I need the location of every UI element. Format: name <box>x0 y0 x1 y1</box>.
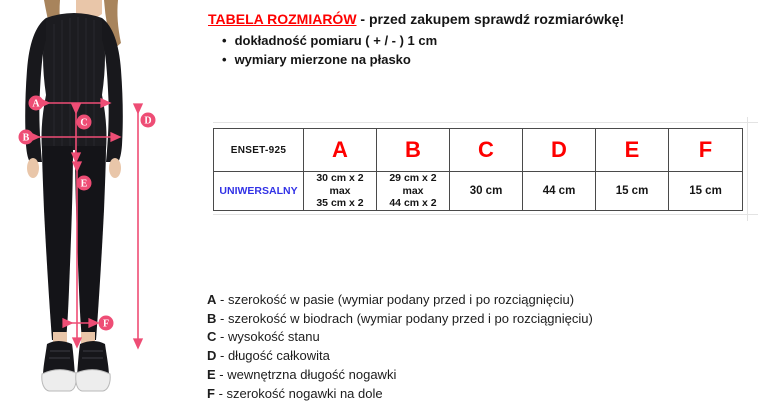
value-cell-a <box>304 172 377 211</box>
model-figure <box>0 0 200 413</box>
legend-separator: - <box>216 292 228 307</box>
legend-separator: - <box>215 366 228 382</box>
size-table-data-row <box>214 172 743 211</box>
faint-gridline-bottom <box>213 214 758 215</box>
page-title-suffix: - przed zakupem sprawdź rozmiarówkę! <box>356 11 625 27</box>
measure-badge-b: B <box>22 132 30 144</box>
value-cell-d: 44 cm <box>523 172 596 211</box>
sneakers <box>42 341 110 391</box>
legend-letter-b: B <box>207 310 217 326</box>
hand-right <box>109 158 121 178</box>
value-b-line1: 29 cm x 2 <box>389 172 437 184</box>
measure-badge-a: A <box>32 98 40 110</box>
column-header-b: B <box>377 129 450 172</box>
legend-item-c <box>207 328 593 347</box>
legend-separator: - <box>216 348 228 364</box>
size-name-cell: UNIWERSALNY <box>214 172 304 211</box>
note-accuracy: • dokładność pomiaru ( + / - ) 1 cm <box>222 31 437 50</box>
size-table <box>213 128 743 211</box>
faint-gridline-right <box>747 117 748 221</box>
legend-item-d <box>207 347 593 366</box>
model-photo-illustration <box>0 0 200 413</box>
measure-badge-e: E <box>80 178 88 190</box>
legend-letter-f: F <box>207 385 215 401</box>
value-cell-b <box>377 172 450 211</box>
measure-badge-d: D <box>144 115 152 127</box>
leggings <box>42 146 106 340</box>
value-a-line3: 35 cm x 2 <box>316 197 364 209</box>
measure-badge-f: F <box>102 318 110 330</box>
legend-text-f: szerokość nogawki na dole <box>226 385 383 401</box>
legend-letter-c: C <box>207 329 217 345</box>
measure-badge-c: C <box>80 117 88 129</box>
page-title <box>208 11 624 27</box>
legend-separator: - <box>216 310 228 326</box>
value-a-line1: 30 cm x 2 <box>316 172 364 184</box>
legend-text-e: wewnętrzna długość nogawki <box>227 366 397 382</box>
column-header-e: E <box>596 129 669 172</box>
measurement-legend <box>207 291 593 403</box>
value-cell-c: 30 cm <box>450 172 523 211</box>
value-b-line2: max <box>402 184 424 197</box>
legend-letter-d: D <box>207 348 217 364</box>
note-flat: • wymiary mierzone na płasko <box>222 50 437 69</box>
legend-item-b <box>207 310 593 329</box>
column-header-c: C <box>450 129 523 172</box>
legend-text-a: szerokość w pasie (wymiar podany przed i po rozciągnięciu) <box>227 292 575 307</box>
legend-item-e <box>207 366 593 385</box>
legend-text-b: szerokość w biodrach (wymiar podany przed i po rozciągnięciu) <box>227 310 593 326</box>
legend-item-f <box>207 385 593 404</box>
size-table-header-row <box>214 129 743 172</box>
legend-letter-e: E <box>207 366 216 382</box>
sweater <box>22 13 123 162</box>
value-b-line3: 44 cm x 2 <box>389 197 437 209</box>
faint-gridline-top <box>213 122 758 123</box>
legend-item-a <box>207 291 593 310</box>
column-header-d: D <box>523 129 596 172</box>
value-cell-e: 15 cm <box>596 172 669 211</box>
column-header-f: F <box>669 129 743 172</box>
legend-separator: - <box>216 329 228 345</box>
product-code-cell: ENSET-925 <box>214 129 304 172</box>
legend-text-d: długość całkowita <box>227 348 330 364</box>
hand-left <box>27 158 39 178</box>
value-cell-f: 15 cm <box>669 172 743 211</box>
column-header-a: A <box>304 129 377 172</box>
legend-letter-a: A <box>207 292 217 307</box>
measurement-notes <box>222 31 437 69</box>
legend-separator: - <box>214 385 227 401</box>
page-title-highlight: TABELA ROZMIARÓW <box>208 11 357 27</box>
value-a-line2: max <box>329 184 351 197</box>
legend-text-c: wysokość stanu <box>227 329 320 345</box>
